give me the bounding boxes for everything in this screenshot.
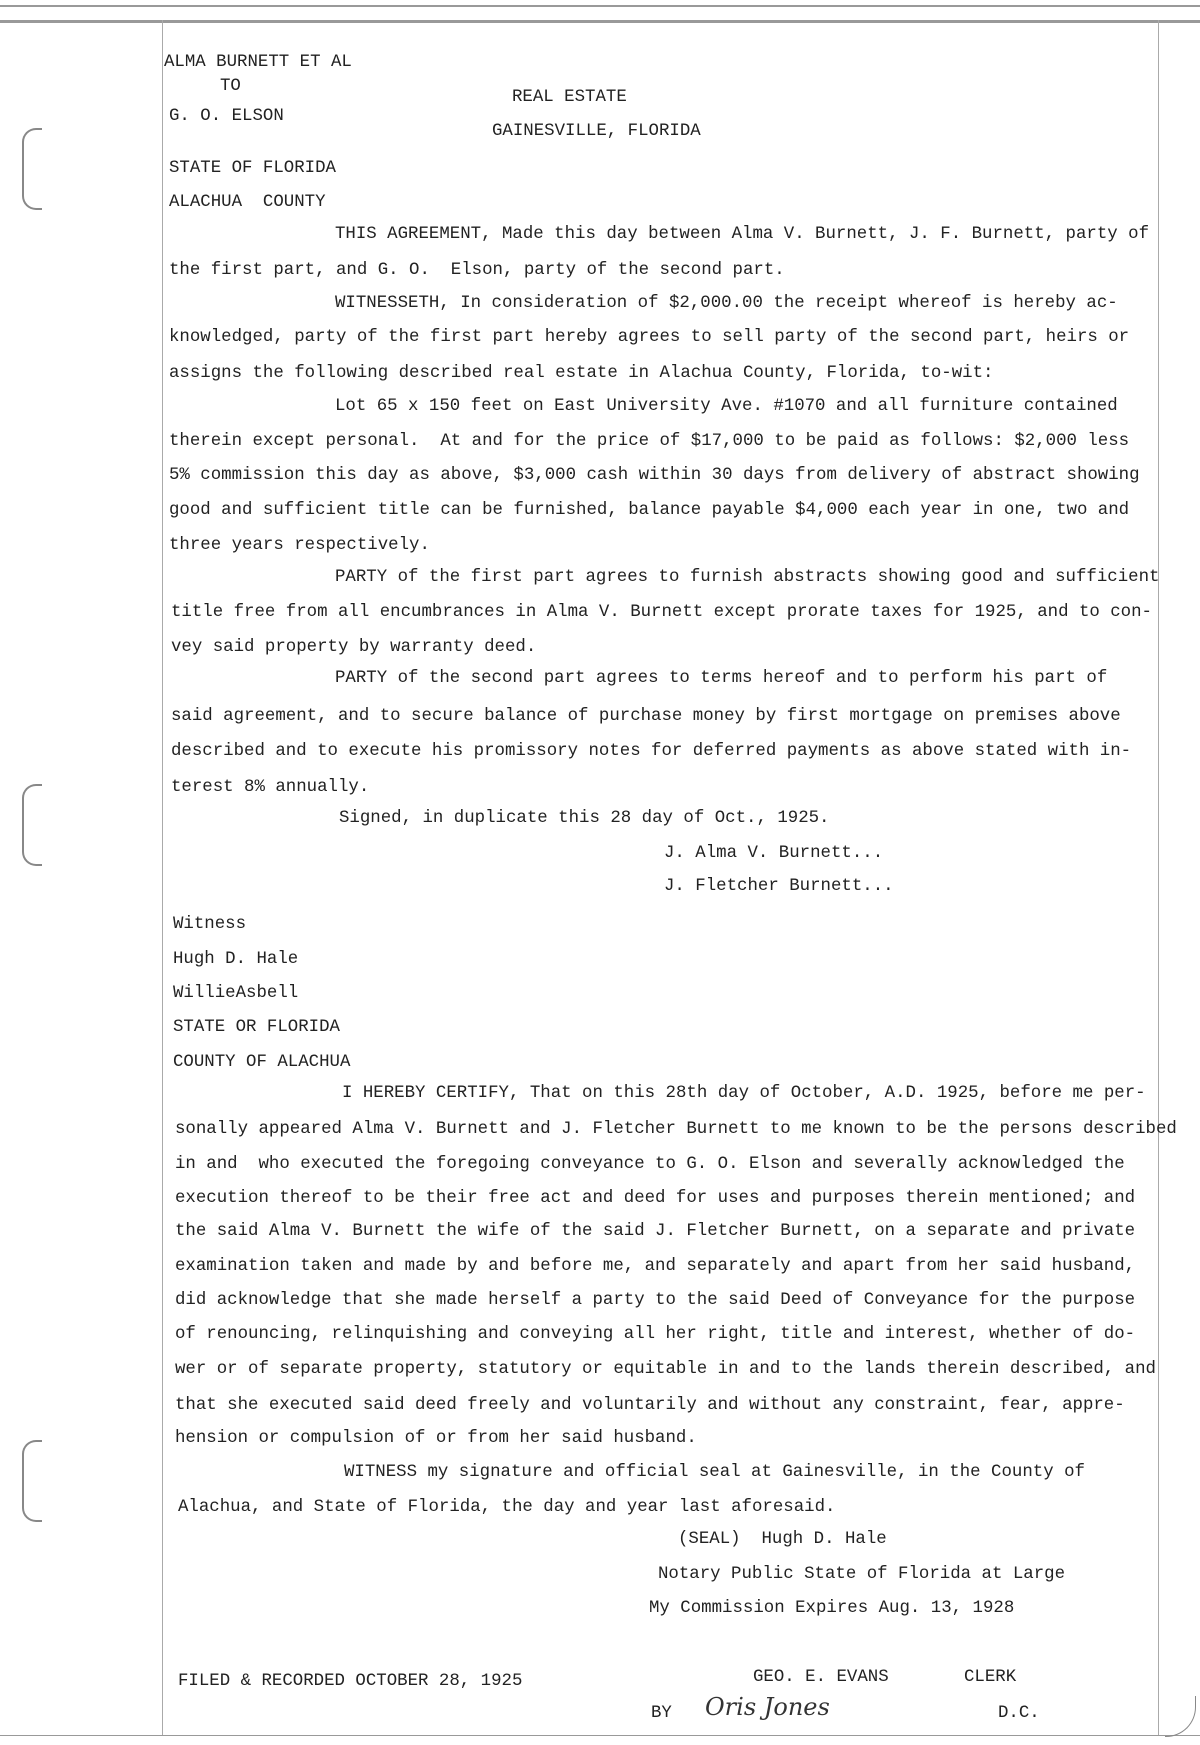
witness-line: Hugh D. Hale — [173, 950, 299, 969]
deputy-signature: Oris Jones — [705, 1693, 830, 1721]
certificate-line: sonally appeared Alma V. Burnett and J. Fletcher Burnett to me known to be the persons described — [175, 1120, 1177, 1139]
agreement-line: PARTY of the second part agrees to terms hereof and to perform his part of — [335, 669, 1108, 688]
agreement-line: 5% commission this day as above, $3,000 cash within 30 days from delivery of abstract showing — [169, 466, 1140, 485]
agreement-line: the first part, and G. O. Elson, party of the second part. — [169, 261, 785, 280]
certificate-line: I HEREBY CERTIFY, That on this 28th day of October, A.D. 1925, before me per- — [342, 1084, 1146, 1103]
certificate-line: My Commission Expires Aug. 13, 1928 — [649, 1599, 1015, 1618]
agreement-line: WITNESSETH, In consideration of $2,000.00 the receipt whereof is hereby ac- — [335, 294, 1118, 313]
certificate-line: did acknowledge that she made herself a party to the said Deed of Conveyance for the purpose — [175, 1291, 1136, 1310]
agreement-line: assigns the following described real estate in Alachua County, Florida, to-wit: — [169, 364, 994, 383]
clerk-name: GEO. E. EVANS — [753, 1668, 889, 1687]
clerk-title: CLERK — [964, 1668, 1017, 1687]
witness-line: COUNTY OF ALACHUA — [173, 1053, 351, 1072]
certificate-line: wer or of separate property, statutory or equitable in and to the lands therein described, and — [175, 1360, 1156, 1379]
binder-hole-icon — [22, 1440, 42, 1522]
agreement-line: good and sufficient title can be furnished, balance payable $4,000 each year in one, two and — [169, 501, 1130, 520]
county-heading: ALACHUA COUNTY — [169, 193, 326, 212]
binder-hole-icon — [22, 128, 42, 210]
by-label: BY — [651, 1704, 672, 1723]
bottom-rule — [0, 1735, 1200, 1736]
certificate-line: Alachua, and State of Florida, the day and year last aforesaid. — [178, 1498, 836, 1517]
agreement-line: three years respectively. — [169, 536, 430, 555]
agreement-line: J. Alma V. Burnett... — [664, 844, 884, 863]
certificate-line: of renouncing, relinquishing and conveying all her right, title and interest, whether of do- — [175, 1325, 1136, 1344]
page-corner — [1165, 1696, 1196, 1737]
witness-line: Witness — [173, 915, 247, 934]
parties-from: ALMA BURNETT ET AL — [164, 53, 352, 72]
binder-hole-icon — [22, 784, 42, 866]
agreement-line: THIS AGREEMENT, Made this day between Alma V. Burnett, J. F. Burnett, party of — [335, 225, 1150, 244]
witness-line: STATE OR FLORIDA — [173, 1018, 340, 1037]
certificate-line: (SEAL) Hugh D. Hale — [678, 1530, 887, 1549]
certificate-line: examination taken and made by and before me, and separately and apart from her said husband, — [175, 1257, 1136, 1276]
agreement-line: said agreement, and to secure balance of purchase money by first mortgage on premises above — [171, 707, 1121, 726]
agreement-line: Signed, in duplicate this 28 day of Oct., 1925. — [339, 809, 830, 828]
deputy-title: D.C. — [998, 1704, 1040, 1723]
document-subject: REAL ESTATE — [512, 88, 627, 107]
agreement-line: title free from all encumbrances in Alma V. Burnett except prorate taxes for 1925, and to con- — [171, 603, 1152, 622]
agreement-line: knowledged, party of the first part hereby agrees to sell party of the second part, heirs or — [169, 328, 1130, 347]
parties-to: G. O. ELSON — [169, 107, 284, 126]
agreement-line: PARTY of the first part agrees to furnish abstracts showing good and sufficient — [335, 568, 1160, 587]
agreement-line: vey said property by warranty deed. — [171, 638, 537, 657]
agreement-line: terest 8% annually. — [171, 778, 370, 797]
agreement-line: J. Fletcher Burnett... — [664, 877, 894, 896]
agreement-line: therein except personal. At and for the price of $17,000 to be paid as follows: $2,000 less — [169, 432, 1130, 451]
document-place: GAINESVILLE, FLORIDA — [492, 122, 701, 141]
certificate-line: Notary Public State of Florida at Large — [658, 1565, 1066, 1584]
agreement-line: described and to execute his promissory notes for deferred payments as above stated with in- — [171, 742, 1132, 761]
certificate-line: in and who executed the foregoing conveyance to G. O. Elson and severally acknowledged the — [175, 1155, 1125, 1174]
witness-line: WillieAsbell — [173, 984, 299, 1003]
state-heading: STATE OF FLORIDA — [169, 159, 336, 178]
left-margin-line — [162, 20, 163, 1735]
certificate-line: that she executed said deed freely and voluntarily and without any constraint, fear, appre- — [175, 1396, 1125, 1415]
to-label: TO — [220, 77, 241, 96]
certificate-line: WITNESS my signature and official seal at Gainesville, in the County of — [344, 1463, 1085, 1482]
certificate-line: the said Alma V. Burnett the wife of the said J. Fletcher Burnett, on a separate and private — [175, 1222, 1136, 1241]
certificate-line: execution thereof to be their free act and deed for uses and purposes therein mentioned; and — [175, 1189, 1136, 1208]
certificate-line: hension or compulsion of or from her said husband. — [175, 1429, 697, 1448]
filed-recorded: FILED & RECORDED OCTOBER 28, 1925 — [178, 1672, 523, 1691]
right-margin-line — [1158, 20, 1159, 1735]
top-rule-2 — [0, 20, 1200, 23]
top-rule-1 — [0, 5, 1200, 7]
agreement-line: Lot 65 x 150 feet on East University Ave. #1070 and all furniture contained — [335, 397, 1118, 416]
